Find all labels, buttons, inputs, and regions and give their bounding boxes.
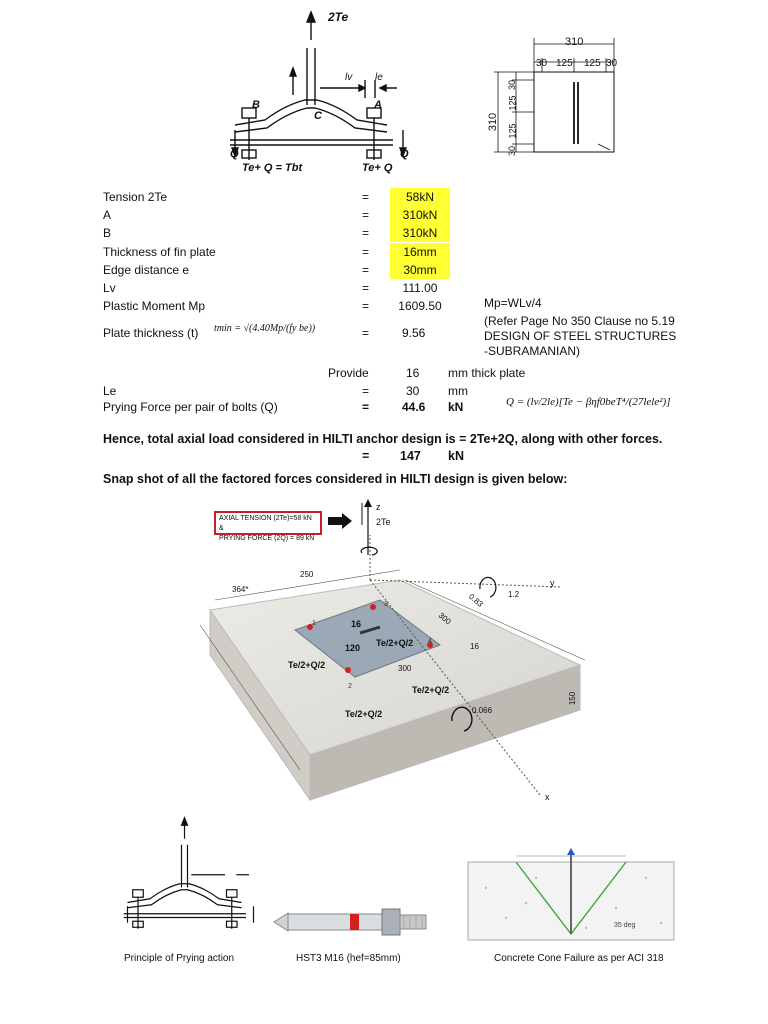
bolt-3-label: 3 <box>384 601 388 608</box>
row-equals: = <box>362 262 370 277</box>
table-row <box>0 279 768 297</box>
plate-thickness-eq: = <box>362 326 370 340</box>
row-equals: = <box>362 281 370 295</box>
snapshot-text: Snap shot of all the factored forces considered in HILTI design is given below: <box>103 472 568 486</box>
table-row <box>0 243 768 261</box>
row-label: Plastic Moment Mp <box>103 299 206 314</box>
row-value: 310kN <box>390 224 450 242</box>
axis-x: x <box>545 792 550 802</box>
prying-diagram-top <box>225 10 425 180</box>
row-equals: = <box>362 299 370 314</box>
le-row-eq: = <box>362 384 370 398</box>
le-row-unit: mm <box>448 384 468 398</box>
row-value: 111.00 <box>402 281 438 295</box>
concrete-cone-diagram <box>466 848 676 943</box>
le-row-label: Le <box>103 384 117 398</box>
dim-364-top: 364* <box>232 585 249 594</box>
plate-sub-dim-1: 30 <box>536 58 548 69</box>
dim-0-83: 0.83 <box>466 592 485 609</box>
prying-value: 44.6 <box>402 400 426 414</box>
caption-cone: Concrete Cone Failure as per ACI 318 <box>494 953 664 964</box>
plate-top-dim: 310 <box>565 36 584 48</box>
le-label: le <box>375 72 383 83</box>
anchor-bolt-image <box>270 905 430 939</box>
load-label: 2Te <box>328 10 349 24</box>
prying-unit: kN <box>448 400 464 414</box>
le-row-value: 30 <box>406 384 420 398</box>
dim-250: 250 <box>300 570 314 579</box>
dim-0-066: 0.066 <box>472 706 493 715</box>
total-value: 147 <box>400 449 421 463</box>
total-eq: = <box>362 449 370 463</box>
prying-formula: Q = (lv/2le)[Te − βηf0beT⁴/(27lele²)] <box>506 396 671 408</box>
dim-16: 16 <box>351 619 362 629</box>
provide-unit: mm thick plate <box>448 366 526 380</box>
row-equals: = <box>362 190 370 204</box>
dim-150: 150 <box>568 691 578 706</box>
bolt-4-label: 4 <box>428 638 432 645</box>
axis-z: z <box>376 502 381 512</box>
table-row <box>0 224 768 242</box>
provide-value: 16 <box>406 366 420 380</box>
dim-300-a: 300 <box>436 610 453 627</box>
plate-thickness-label: Plate thickness (t) <box>103 326 199 340</box>
row-value: 58kN <box>390 188 450 206</box>
row-value: 30mm <box>390 261 450 279</box>
provide-label: Provide <box>328 366 369 380</box>
total-unit: kN <box>448 449 464 463</box>
point-c-label: C <box>314 110 322 122</box>
hence-text: Hence, total axial load considered in HILTI anchor design is = 2Te+2Q, along with other forces. <box>103 432 663 446</box>
plate-sub-dim-3: 125 <box>584 58 601 69</box>
plate-sub-dim-2: 125 <box>556 58 573 69</box>
reference-line-3: -SUBRAMANIAN) <box>484 344 581 358</box>
bolt-2-label: 2 <box>348 683 352 690</box>
load-bolt-4: Te/2+Q/2 <box>345 709 383 719</box>
reference-line-1: (Refer Page No 350 Clause no 5.19 <box>484 314 675 328</box>
q-left-label: Q <box>230 148 239 160</box>
tmin-formula: tmin = √(4.40Mp/(fy be)) <box>214 323 316 334</box>
plate-thickness-value: 9.56 <box>402 326 426 340</box>
point-b-label: B <box>252 99 260 111</box>
row-value: 16mm <box>390 243 450 261</box>
dim-300-b: 300 <box>398 664 412 673</box>
bolt-3 <box>345 667 351 673</box>
plate-side-sub-3: 125 <box>507 123 518 139</box>
plate-side-sub-4: 30 <box>507 145 518 157</box>
plate-side-dim: 310 <box>487 112 500 132</box>
right-equation: Te+ Q <box>362 162 393 174</box>
hilti-force-label: 2Te <box>376 517 391 527</box>
lv-label: lv <box>345 72 353 83</box>
plate-side-sub-2: 125 <box>507 95 518 111</box>
reference-line-2: DESIGN OF STEEL STRUCTURES <box>484 329 677 343</box>
load-bolt-1: Te/2+Q/2 <box>288 660 326 670</box>
row-equals: = <box>362 244 370 259</box>
table-row <box>0 188 768 206</box>
hilti-box-line-1: AXIAL TENSION (2Te)=58 kN & <box>219 515 312 532</box>
row-label: Thickness of fin plate <box>103 244 216 259</box>
row-label: Lv <box>103 281 116 295</box>
dim-1-2: 1.2 <box>508 590 520 599</box>
table-row <box>0 206 768 224</box>
table-row <box>0 297 768 315</box>
mp-formula: Mp=WLv/4 <box>484 296 542 310</box>
row-label: Tension 2Te <box>103 190 168 204</box>
prying-label: Prying Force per pair of bolts (Q) <box>103 400 278 414</box>
bolt-1-label: 1 <box>312 620 316 627</box>
caption-anchor: HST3 M16 (hef=85mm) <box>296 953 401 964</box>
row-label: B <box>103 226 112 241</box>
row-value: 310kN <box>390 206 450 224</box>
plate-sub-dim-4: 30 <box>606 58 618 69</box>
row-label: A <box>103 208 112 223</box>
cone-angle-label: 35 deg <box>614 922 636 929</box>
prying-diagram-bottom <box>120 815 270 945</box>
caption-prying: Principle of Prying action <box>124 953 235 964</box>
table-row <box>0 261 768 279</box>
row-value: 1609.50 <box>398 299 442 314</box>
plate-side-sub-1: 30 <box>507 79 518 91</box>
dim-16-edge: 16 <box>470 642 479 651</box>
point-a-label: A <box>374 99 382 111</box>
dim-120: 120 <box>345 643 361 653</box>
load-bolt-2: Te/2+Q/2 <box>376 638 414 648</box>
bolt-2 <box>370 604 376 610</box>
axis-y: y <box>550 578 555 588</box>
load-bolt-3: Te/2+Q/2 <box>412 685 450 695</box>
hilti-box-line-2: PRYING FORCE (2Q) = 89 kN <box>219 535 315 542</box>
prying-eq: = <box>362 400 370 414</box>
q-right-label: Q <box>400 148 409 160</box>
row-label: Edge distance e <box>103 262 190 277</box>
row-equals: = <box>362 208 370 223</box>
hilti-force-box <box>214 511 322 542</box>
left-equation: Te+ Q = Tbt <box>242 162 303 174</box>
row-equals: = <box>362 226 370 241</box>
